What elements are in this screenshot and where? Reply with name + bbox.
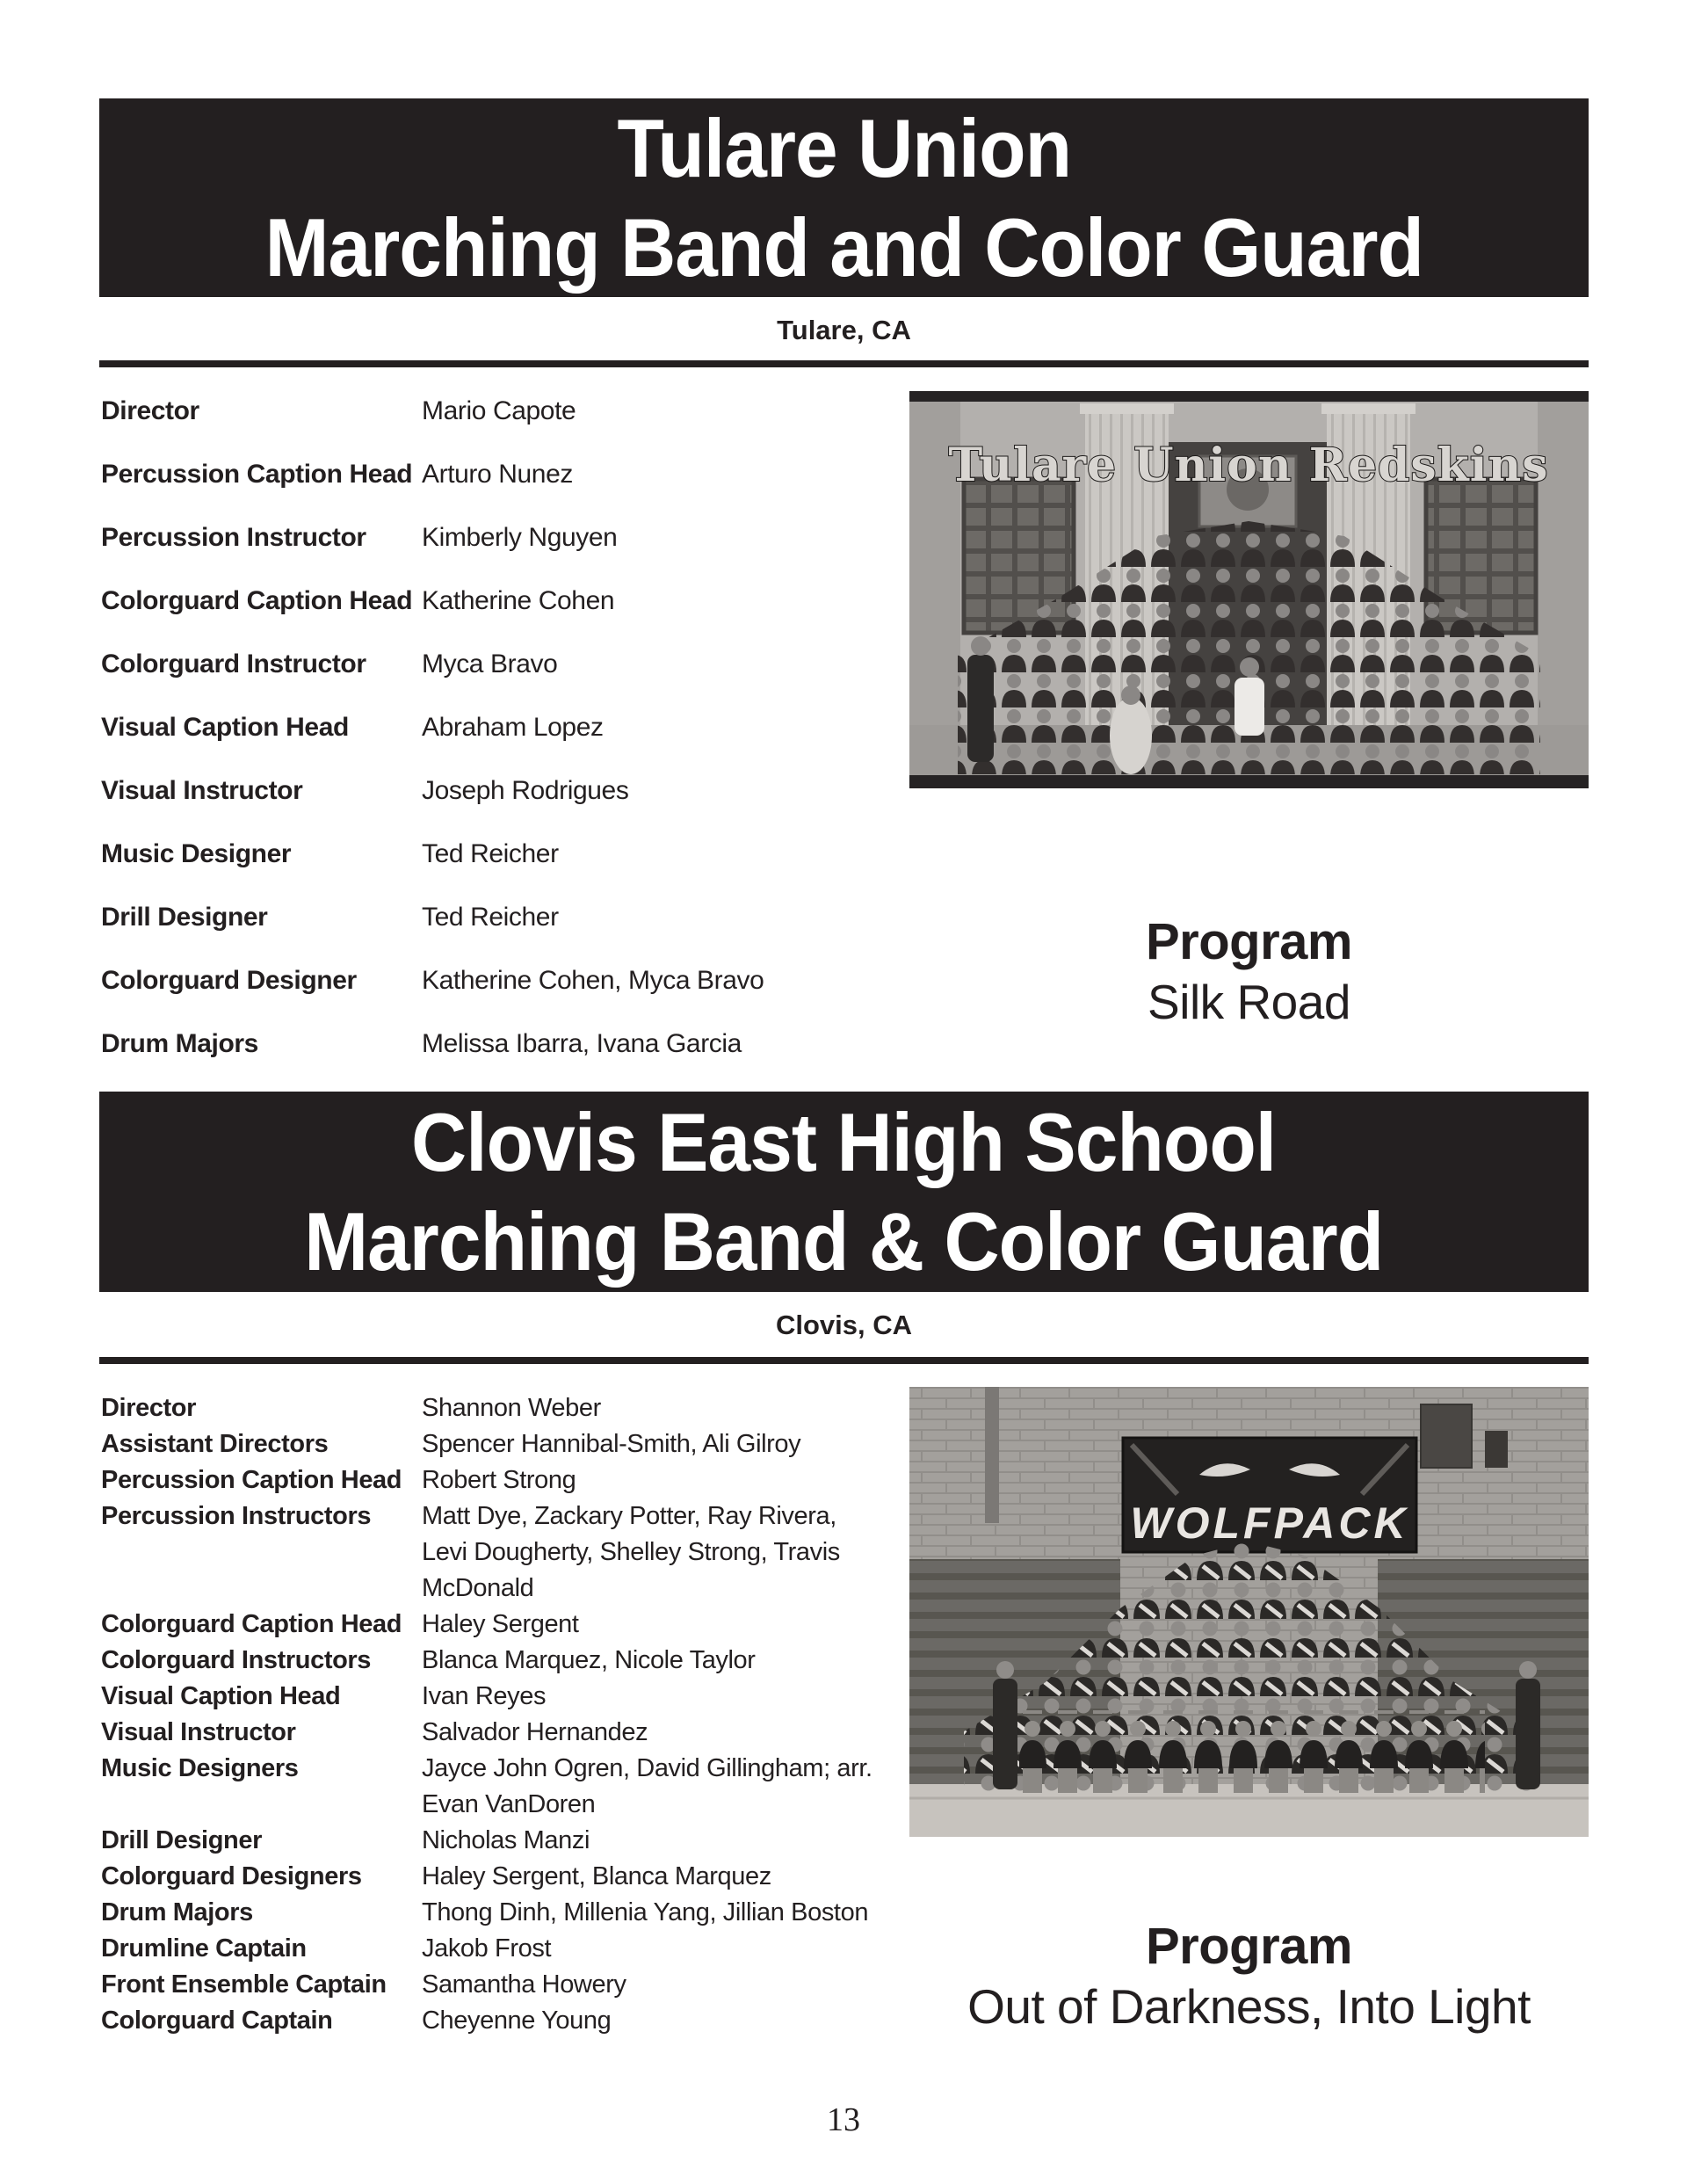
staff-names [422, 1498, 901, 1607]
staff-role-label: Assistant Directors [101, 1430, 329, 1458]
staff-role-label: Drum Majors [101, 1029, 258, 1058]
staff-name-line: Haley Sergent [422, 1610, 579, 1638]
staff-name-line: Mario Capote [422, 396, 576, 425]
wolfpack-banner [1123, 1438, 1416, 1552]
staff-role-label: Visual Instructor [101, 1718, 296, 1746]
staff-name-line: Myca Bravo [422, 649, 558, 678]
staff-role-label: Front Ensemble Captain [101, 1970, 387, 1999]
staff-name-line: Jayce John Ogren, David Gillingham; arr. [422, 1754, 872, 1782]
staff-names [422, 1895, 901, 1931]
staff-row [101, 1679, 901, 1715]
staff-row [101, 395, 896, 459]
staff-role-label: Drill Designer [101, 903, 268, 932]
staff-role-label: Percussion Instructor [101, 523, 366, 552]
staff-names [422, 1607, 901, 1643]
staff-names [422, 965, 896, 997]
staff-name-line: Matt Dye, Zackary Potter, Ray Rivera, [422, 1502, 836, 1530]
staff-name-line: Katherine Cohen, Myca Bravo [422, 966, 764, 995]
program-block [909, 1916, 1589, 2035]
band-subtitle: Marching Band and Color Guard [264, 201, 1423, 294]
staff-names [422, 1823, 901, 1859]
staff-row [101, 1028, 896, 1092]
staff-name-line: Salvador Hernandez [422, 1718, 648, 1746]
staff-role-label: Percussion Caption Head [101, 460, 413, 489]
staff-row [101, 2003, 901, 2039]
staff-name-line: Ivan Reyes [422, 1682, 547, 1710]
staff-name-line: Thong Dinh, Millenia Yang, Jillian Boston [422, 1898, 869, 1926]
staff-role-label: Colorguard Caption Head [101, 586, 413, 615]
program-block [909, 911, 1589, 1031]
staff-row [101, 585, 896, 649]
staff-row [101, 1967, 901, 2003]
staff-names [422, 649, 896, 680]
staff-names [422, 902, 896, 933]
staff-name-line: Blanca Marquez, Nicole Taylor [422, 1646, 756, 1674]
staff-name-line: Haley Sergent, Blanca Marquez [422, 1862, 771, 1890]
staff-row [101, 838, 896, 902]
staff-names [422, 395, 896, 427]
staff-role-label: Visual Instructor [101, 776, 303, 805]
staff-row [101, 1895, 901, 1931]
staff-row [101, 1823, 901, 1859]
staff-role-label: Music Designer [101, 839, 292, 868]
band-photo-graphic [909, 391, 1589, 788]
staff-list [101, 1390, 901, 2039]
staff-name-line: Katherine Cohen [422, 586, 615, 615]
band-photo-tulare [909, 391, 1589, 788]
staff-list [101, 395, 896, 1092]
band-location: Tulare, CA [777, 315, 911, 345]
staff-row [101, 1859, 901, 1895]
staff-row [101, 1462, 901, 1498]
staff-name-line: Nicholas Manzi [422, 1826, 590, 1854]
staff-names [422, 1967, 901, 2003]
divider-rule [99, 1357, 1589, 1364]
staff-name-line: Arturo Nunez [422, 460, 573, 489]
staff-role-label: Drill Designer [101, 1826, 262, 1854]
staff-names [422, 838, 896, 870]
staff-names [422, 1390, 901, 1426]
staff-name-line: Cheyenne Young [422, 2006, 612, 2035]
staff-row [101, 902, 896, 965]
staff-name-line: Ted Reicher [422, 903, 559, 932]
staff-row [101, 775, 896, 838]
staff-names [422, 459, 896, 490]
band-title-banner [99, 98, 1589, 297]
staff-name-line: Melissa Ibarra, Ivana Garcia [422, 1029, 742, 1058]
staff-names [422, 1931, 901, 1967]
staff-row [101, 1643, 901, 1679]
staff-name-line: Kimberly Nguyen [422, 523, 618, 552]
staff-names [422, 1426, 901, 1462]
staff-role-label: Visual Caption Head [101, 713, 349, 742]
staff-row [101, 649, 896, 712]
staff-row [101, 1715, 901, 1751]
program-title: Out of Darkness, Into Light [967, 1979, 1531, 2034]
staff-name-line: Ted Reicher [422, 839, 559, 868]
photo-caption-text: WOLFPACK [1130, 1498, 1409, 1548]
staff-role-label: Colorguard Instructor [101, 649, 366, 678]
staff-role-label: Colorguard Captain [101, 2006, 333, 2035]
staff-name-line: Shannon Weber [422, 1394, 601, 1422]
staff-names [422, 1715, 901, 1751]
staff-row [101, 965, 896, 1028]
staff-name-line: Evan VanDoren [422, 1790, 596, 1818]
band-photo-clovis [909, 1387, 1589, 1837]
staff-row [101, 1498, 901, 1607]
staff-role-label: Colorguard Instructors [101, 1646, 371, 1674]
staff-names [422, 775, 896, 807]
band-photo-graphic [909, 1387, 1589, 1837]
staff-names [422, 1462, 901, 1498]
program-title: Silk Road [1148, 975, 1350, 1029]
staff-role-label: Visual Caption Head [101, 1682, 341, 1710]
divider-rule [99, 360, 1589, 367]
staff-names [422, 1679, 901, 1715]
staff-name-line: Levi Dougherty, Shelley Strong, Travis [422, 1538, 840, 1566]
staff-names [422, 1859, 901, 1895]
staff-names [422, 522, 896, 554]
staff-row [101, 1931, 901, 1967]
staff-row [101, 459, 896, 522]
staff-names [422, 1643, 901, 1679]
photo-top-bar [909, 391, 1589, 402]
band-title-banner [99, 1092, 1589, 1292]
staff-name-line: Abraham Lopez [422, 713, 604, 742]
staff-names [422, 2003, 901, 2039]
program-heading: Program [1145, 913, 1352, 970]
page-number: 13 [827, 2101, 860, 2138]
staff-row [101, 712, 896, 775]
staff-row [101, 1390, 901, 1426]
staff-role-label: Percussion Caption Head [101, 1466, 402, 1494]
staff-role-label: Music Designers [101, 1754, 299, 1782]
staff-role-label: Director [101, 396, 199, 425]
staff-name-line: Joseph Rodrigues [422, 776, 629, 805]
band-name: Tulare Union [617, 102, 1071, 194]
staff-row [101, 1607, 901, 1643]
staff-role-label: Colorguard Caption Head [101, 1610, 402, 1638]
band-location: Clovis, CA [775, 1310, 913, 1340]
staff-name-line: Jakob Frost [422, 1934, 552, 1963]
staff-name-line: Samantha Howery [422, 1970, 626, 1999]
staff-row [101, 1426, 901, 1462]
program-heading: Program [1145, 1918, 1352, 1975]
staff-role-label: Drum Majors [101, 1898, 253, 1926]
staff-names [422, 1028, 896, 1060]
band-subtitle: Marching Band & Color Guard [304, 1195, 1384, 1288]
staff-row [101, 1751, 901, 1823]
band-name: Clovis East High School [411, 1096, 1277, 1188]
staff-names [422, 585, 896, 617]
staff-row [101, 522, 896, 585]
photo-bottom-bar [909, 775, 1589, 788]
staff-role-label: Drumline Captain [101, 1934, 307, 1963]
staff-name-line: Spencer Hannibal-Smith, Ali Gilroy [422, 1430, 801, 1458]
staff-role-label: Percussion Instructors [101, 1502, 372, 1530]
staff-role-label: Colorguard Designer [101, 966, 357, 995]
photo-caption-text: Tulare Union Redskins [948, 439, 1549, 492]
staff-role-label: Colorguard Designers [101, 1862, 362, 1890]
staff-names [422, 712, 896, 744]
staff-role-label: Director [101, 1394, 196, 1422]
staff-names [422, 1751, 901, 1823]
staff-name-line: Robert Strong [422, 1466, 576, 1494]
staff-name-line: McDonald [422, 1574, 534, 1602]
